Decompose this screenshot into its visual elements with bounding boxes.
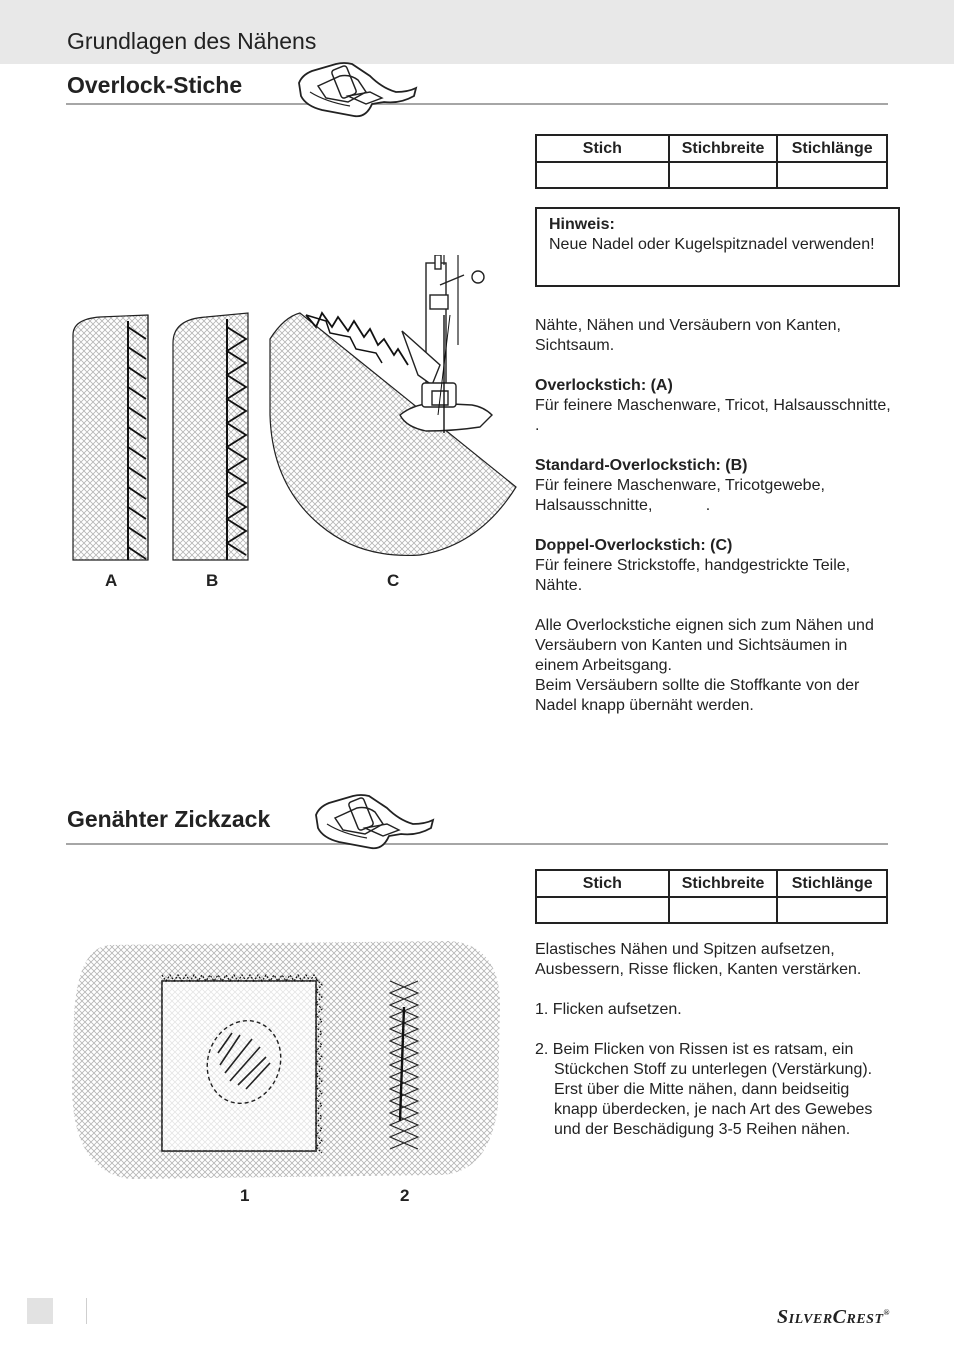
zigzag-heading: Genähter Zickzack — [67, 806, 271, 832]
table-cell-stitch — [536, 897, 669, 923]
figure-label-b: B — [206, 571, 219, 590]
overlock-stitch-illustration — [60, 255, 525, 570]
table-header-width: Stichbreite — [669, 135, 778, 162]
page-section-title: Grundlagen des Nähens — [67, 28, 317, 54]
footer-divider — [86, 1298, 87, 1324]
zigzag-stitch-table — [535, 869, 888, 924]
table-cell-width — [669, 897, 778, 923]
table-header-length: Stichlänge — [777, 870, 887, 897]
table-cell-stitch — [536, 162, 669, 188]
table-header-stitch: Stich — [536, 135, 669, 162]
overlock-intro: Nähte, Nähen und Versäubern von Kanten, Sichtsaum. — [535, 317, 841, 354]
overlock-item-a — [535, 376, 945, 436]
figure-label-a: A — [105, 571, 118, 590]
overlock-text — [535, 316, 945, 736]
zigzag-patch-illustration — [70, 935, 502, 1185]
note-box — [535, 207, 900, 287]
zigzag-step-1: 1. Flicken aufsetzen. — [535, 1001, 682, 1018]
table-cell-length — [777, 897, 887, 923]
zigzag-heading-rule — [66, 843, 888, 845]
table-header-width: Stichbreite — [669, 870, 778, 897]
table-header-length: Stichlänge — [777, 135, 887, 162]
item-text: Für feinere Maschenware, Tricot, Halsausschnitte, . — [535, 397, 945, 434]
overlock-outro-2: Beim Versäubern sollte die Stoffkante von der Nadel knapp übernäht werden. — [535, 677, 860, 714]
overlock-outro-1: Alle Overlockstiche eignen sich zum Nähen und Versäubern von Kanten und Sichtsäumen in einem Arbeitsgang. — [535, 617, 874, 674]
item-text: Für feinere Strickstoffe, handgestrickte Teile, Nähte. — [535, 557, 851, 594]
brand-part-rest: REST — [846, 1312, 884, 1327]
table-header-stitch: Stich — [536, 870, 669, 897]
figure-label-1: 1 — [240, 1186, 250, 1205]
figure-label-c: C — [387, 571, 400, 590]
presser-foot-icon — [313, 790, 435, 862]
overlock-stitch-table — [535, 134, 888, 189]
overlock-heading: Overlock-Stiche — [67, 72, 243, 98]
item-text: Für feinere Maschenware, Tricotgewebe, Halsausschnitte, . — [535, 477, 830, 514]
note-title: Hinweis: — [549, 216, 615, 233]
table-cell-length — [777, 162, 887, 188]
brand-initial-s: S — [777, 1306, 789, 1328]
note-text: Neue Nadel oder Kugelspitznadel verwenden! — [549, 236, 875, 253]
table-cell-width — [669, 162, 778, 188]
brand-part-ilver: ILVER — [788, 1312, 833, 1327]
brand-logo — [777, 1306, 890, 1329]
overlock-heading-rule — [66, 103, 888, 105]
item-title: Doppel-Overlockstich: (C) — [535, 537, 733, 554]
overlock-item-c — [535, 536, 895, 596]
zigzag-text — [535, 940, 890, 1160]
overlock-item-b — [535, 456, 895, 516]
registered-mark: ® — [883, 1308, 890, 1317]
brand-initial-c: C — [832, 1306, 847, 1328]
presser-foot-icon — [296, 58, 418, 130]
item-title: Standard-Overlockstich: (B) — [535, 457, 748, 474]
zigzag-step-2: 2. Beim Flicken von Rissen ist es ratsam, ein Stückchen Stoff zu unterlegen (Verstärkung). Erst über die Mitte nähen, dann beidseitig knapp überdecken, je nach Art des Gewebes und der Beschädigung 3-5 Reihen nähen. — [535, 1041, 873, 1138]
zigzag-intro: Elastisches Nähen und Spitzen aufsetzen, Ausbessern, Risse flicken, Kanten verstärken. — [535, 941, 862, 978]
item-title: Overlockstich: (A) — [535, 377, 673, 394]
figure-label-2: 2 — [400, 1186, 410, 1205]
page-number-box — [27, 1298, 53, 1324]
